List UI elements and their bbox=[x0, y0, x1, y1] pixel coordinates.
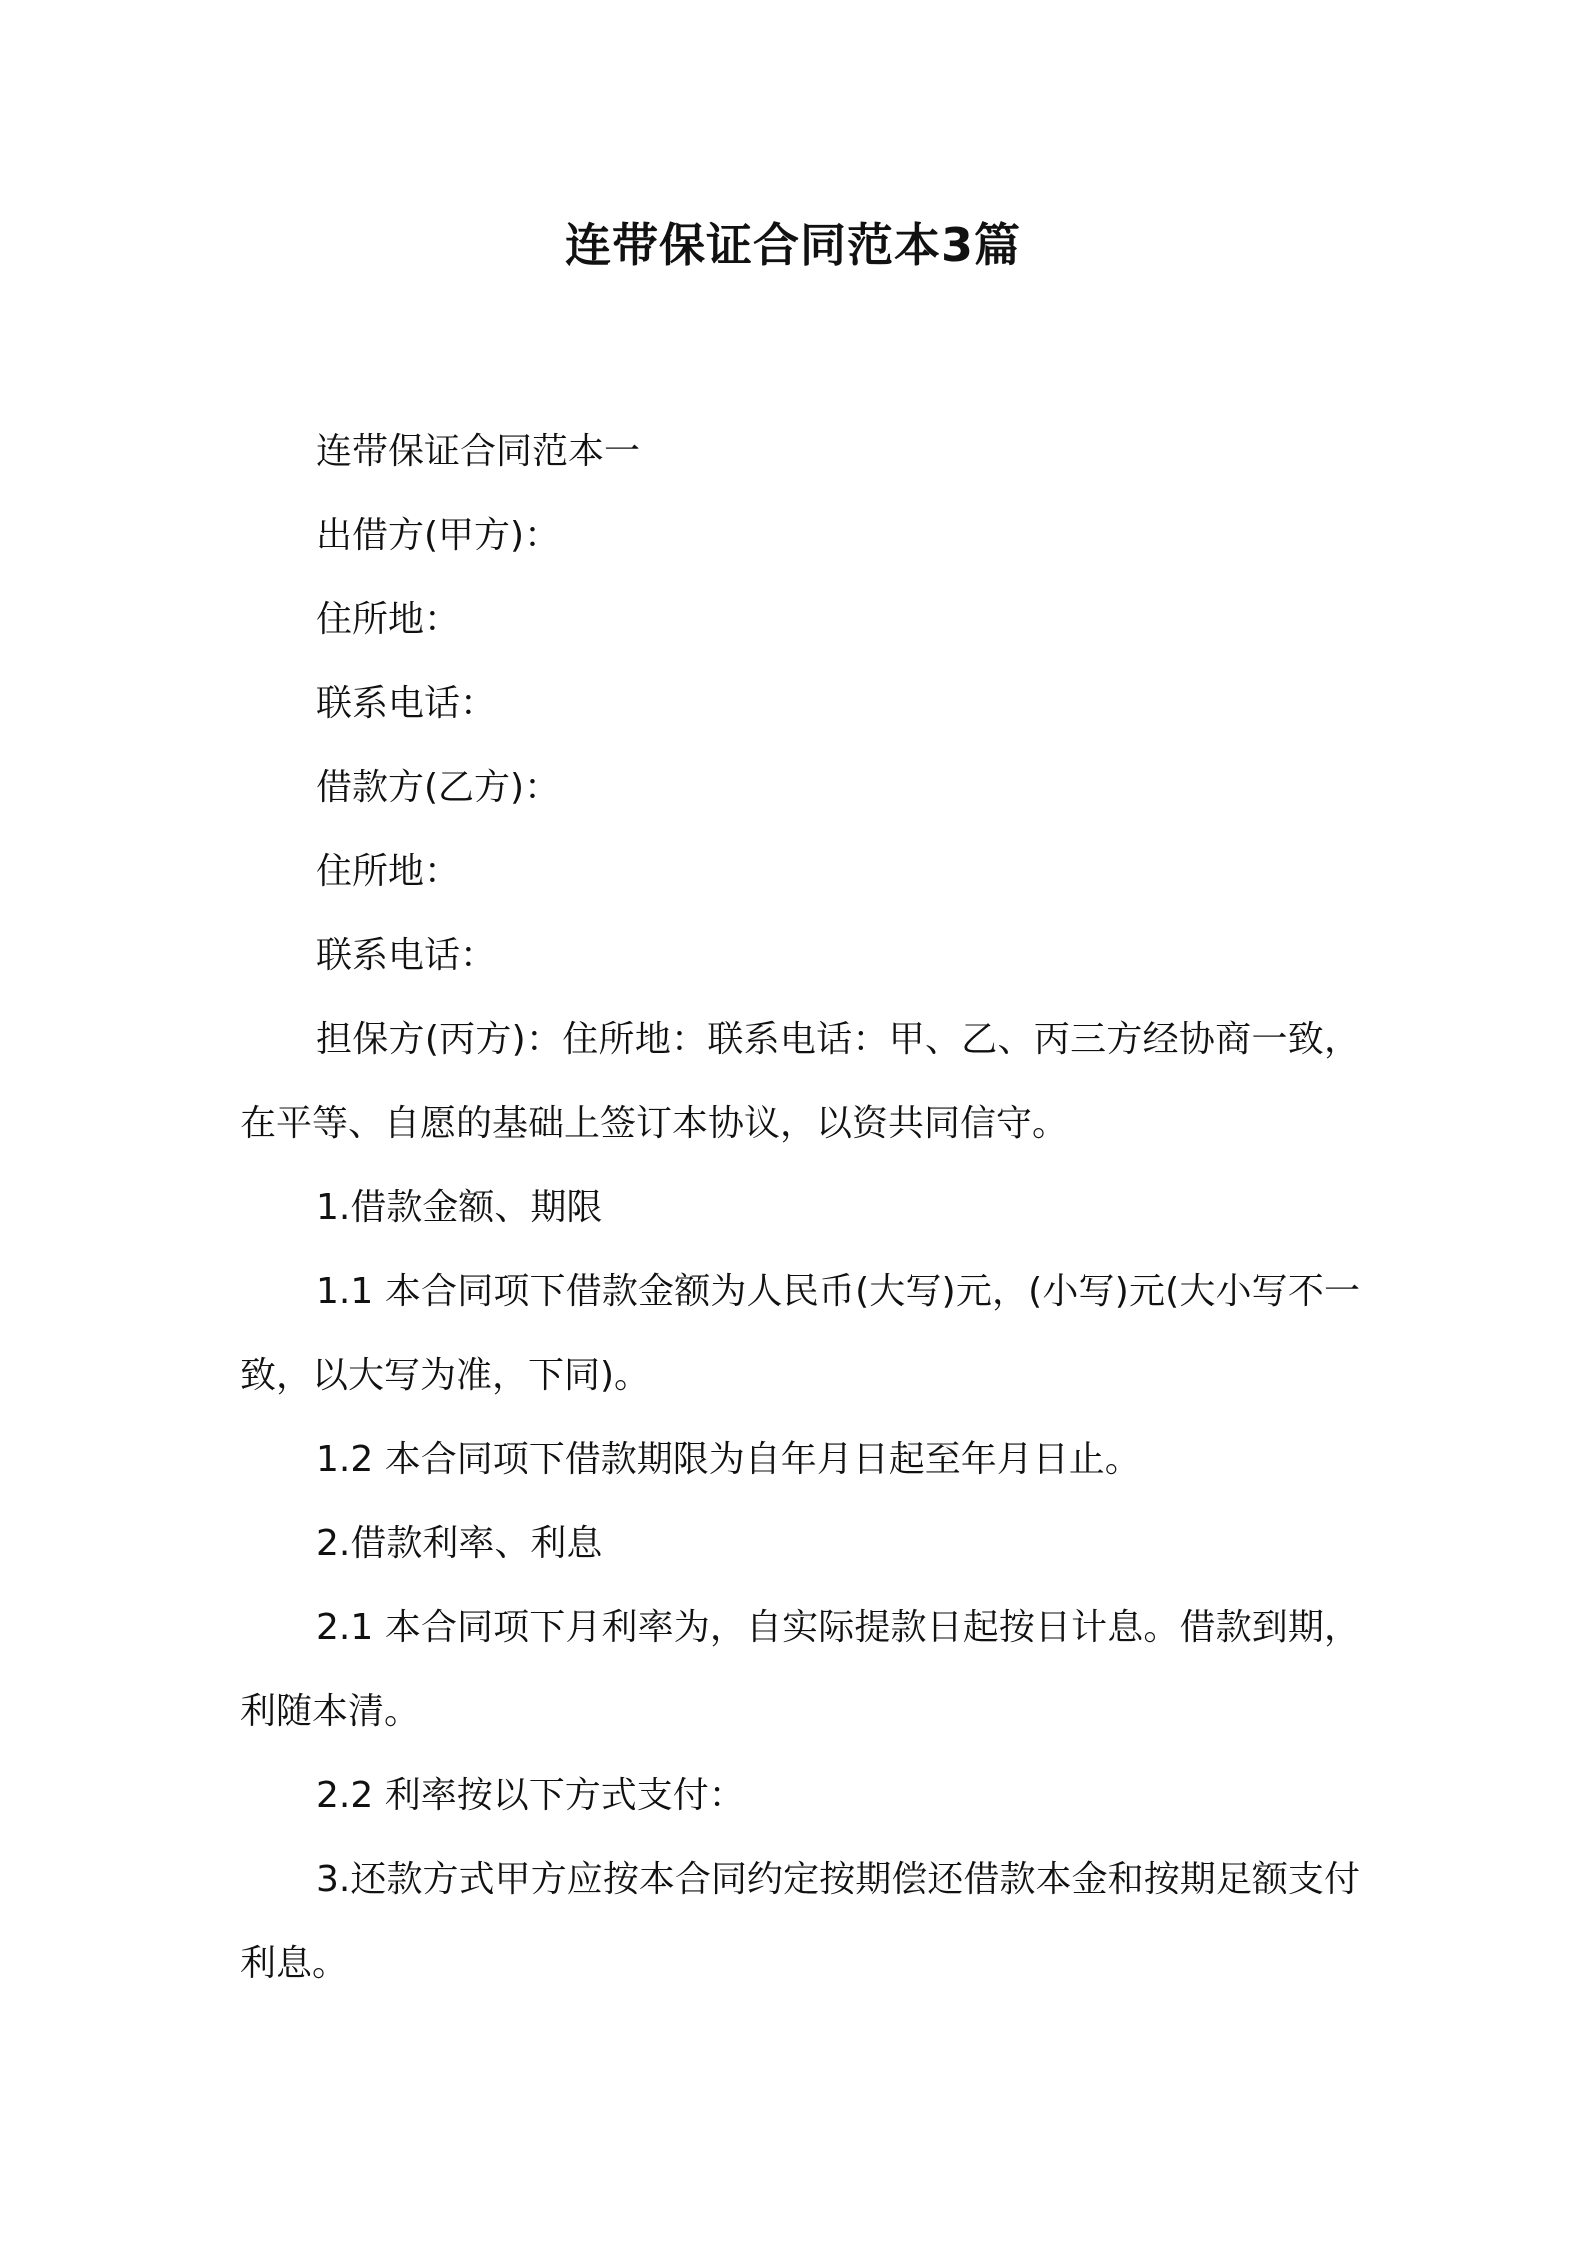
borrower-label: 借款方(乙方)： bbox=[316, 767, 561, 808]
section-heading: 连带保证合同范本一 bbox=[316, 431, 641, 472]
clause-heading-1: 1.借款金额、期限 bbox=[316, 1187, 603, 1228]
clause-2-1: 2.1 本合同项下月利率为，自实际提款日起按日计息。借款到期，利随本清。 bbox=[240, 1607, 1360, 1732]
lender-phone-label: 联系电话： bbox=[316, 683, 497, 724]
clause-3: 3.还款方式甲方应按本合同约定按期偿还借款本金和按期足额支付利息。 bbox=[240, 1859, 1360, 1984]
lender-address-label: 住所地： bbox=[316, 599, 461, 640]
guarantor-paragraph: 担保方(丙方)：住所地：联系电话：甲、乙、丙三方经协商一致，在平等、自愿的基础上签订本协议，以资共同信守。 bbox=[240, 1019, 1360, 1144]
clause-heading-2: 2.借款利率、利息 bbox=[316, 1523, 603, 1564]
clause-1-2: 1.2 本合同项下借款期限为自年月日起至年月日止。 bbox=[316, 1439, 1141, 1480]
document-body bbox=[240, 410, 1360, 2006]
clause-2-2: 2.2 利率按以下方式支付： bbox=[316, 1775, 745, 1816]
borrower-phone-label: 联系电话： bbox=[316, 935, 497, 976]
borrower-address-label: 住所地： bbox=[316, 851, 461, 892]
clause-1-1: 1.1 本合同项下借款金额为人民币(大写)元，(小写)元(大小写不一致，以大写为准，下同)。 bbox=[240, 1271, 1360, 1396]
lender-label: 出借方(甲方)： bbox=[316, 515, 561, 556]
document-title: 连带保证合同范本3篇 bbox=[564, 218, 1021, 272]
